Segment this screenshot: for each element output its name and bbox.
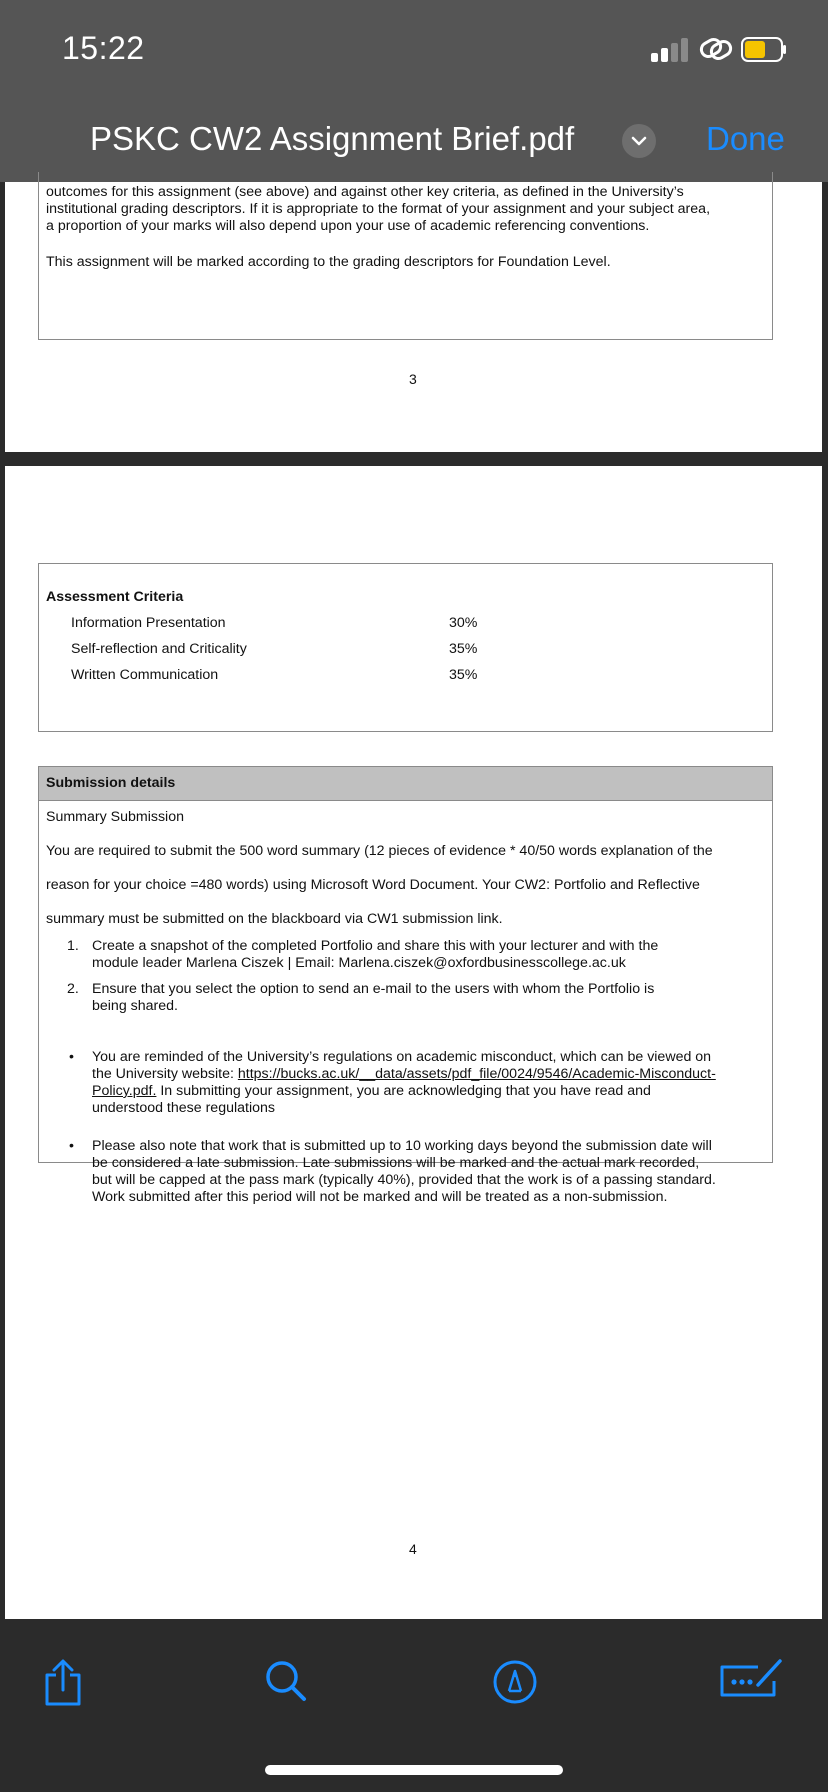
bullet-marker: • — [69, 1049, 74, 1065]
bullet-item-line: understood these regulations — [92, 1100, 275, 1116]
bullet-item-text: In submitting your assignment, you are acknowledging that you have read and — [156, 1083, 651, 1099]
summary-title: Summary Submission — [46, 809, 184, 825]
criteria-weight: 35% — [449, 667, 478, 683]
numbered-item-line: Ensure that you select the option to send an e-mail to the users with whom the Portfolio is — [92, 981, 655, 997]
page3-line: This assignment will be marked according to the grading descriptors for Foundation Level. — [46, 254, 611, 270]
submission-paragraph-line: reason for your choice =480 words) using Microsoft Word Document. Your CW2: Portfolio and Reflective — [46, 877, 700, 893]
bullet-marker: • — [69, 1138, 74, 1154]
bullet-item-text: the University website: — [92, 1066, 238, 1082]
numbered-item-line: module leader Marlena Ciszek | Email: Marlena.ciszek@oxfordbusinesscollege.ac.uk — [92, 955, 626, 971]
pdf-page-3 — [5, 182, 822, 452]
submission-paragraph-line: You are required to submit the 500 word summary (12 pieces of evidence * 40/50 words explanation of the — [46, 843, 713, 859]
top-bar — [0, 0, 828, 182]
markup-icon[interactable] — [492, 1659, 538, 1705]
share-icon[interactable] — [42, 1659, 84, 1707]
numbered-item-line: Create a snapshot of the completed Portfolio and share this with your lecturer and with the — [92, 938, 659, 954]
criteria-name: Written Communication — [71, 667, 219, 683]
page3-line: institutional grading descriptors. If it is appropriate to the format of your assignment and your subject area, — [46, 201, 711, 217]
bullet-item-line: be considered a late submission. Late submissions will be marked and the actual mark recorded, — [92, 1155, 700, 1171]
home-indicator[interactable] — [265, 1765, 563, 1775]
misconduct-policy-link[interactable]: https://bucks.ac.uk/__data/assets/pdf_file/0024/9546/Academic-Misconduct- — [237, 1066, 716, 1082]
link-icon — [699, 34, 733, 64]
document-title: PSKC CW2 Assignment Brief.pdf — [90, 120, 575, 157]
submission-paragraph-line: summary must be submitted on the blackboard via CW1 submission link. — [46, 911, 503, 927]
signature-icon[interactable] — [718, 1655, 786, 1703]
criteria-name: Information Presentation — [71, 615, 226, 631]
misconduct-policy-link[interactable]: Policy.pdf. — [92, 1083, 157, 1099]
chevron-down-icon[interactable] — [622, 124, 656, 158]
page-number: 3 — [409, 371, 417, 387]
signal-strength-icon — [651, 38, 689, 62]
page3-line: outcomes for this assignment (see above) and against other key criteria, as defined in the University’s — [46, 184, 684, 200]
pdf-page-4 — [5, 466, 822, 1619]
bullet-item-line: Please also note that work that is submitted up to 10 working days beyond the submission date will — [92, 1138, 712, 1154]
assessment-heading: Assessment Criteria — [46, 589, 184, 605]
battery-icon — [741, 37, 787, 62]
bullet-item-line — [92, 1083, 651, 1100]
bullet-item-line: You are reminded of the University’s regulations on academic misconduct, which can be viewed on — [92, 1049, 712, 1065]
list-marker: 1. — [67, 938, 79, 954]
page3-line: a proportion of your marks will also depend upon your use of academic referencing conventions. — [46, 218, 650, 234]
page-number: 4 — [409, 1541, 417, 1557]
submission-heading: Submission details — [46, 775, 176, 791]
done-button[interactable]: Done — [706, 120, 785, 157]
numbered-item-line: being shared. — [92, 998, 178, 1014]
bullet-item-line: Work submitted after this period will not be marked and will be treated as a non-submission. — [92, 1189, 668, 1205]
criteria-weight: 30% — [449, 615, 478, 631]
bullet-item-line — [92, 1066, 716, 1083]
bullet-item-line: but will be capped at the pass mark (typically 40%), provided that the work is of a passing standard. — [92, 1172, 716, 1188]
list-marker: 2. — [67, 981, 79, 997]
criteria-name: Self-reflection and Criticality — [71, 641, 247, 657]
criteria-weight: 35% — [449, 641, 478, 657]
search-icon[interactable] — [264, 1659, 308, 1703]
status-time: 15:22 — [62, 30, 145, 66]
